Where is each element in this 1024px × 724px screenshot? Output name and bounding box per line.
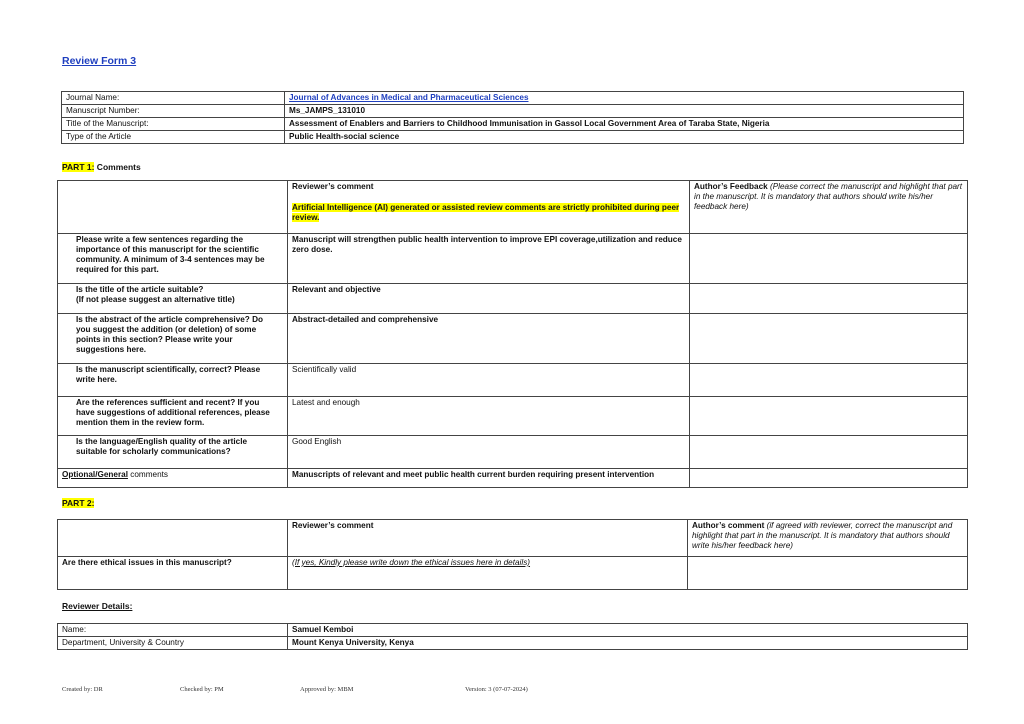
manuscript-title-row	[62, 118, 964, 131]
footer-version: Version: 3 (07-07-2024)	[465, 686, 528, 693]
answer-title[interactable]: Relevant and objective	[288, 284, 690, 314]
optional-comments-answer[interactable]: Manuscripts of relevant and meet public health current burden requiring present intervention	[288, 469, 690, 488]
author-feedback-instructions: (Please correct the manuscript and highlight that part in the manuscript. It is mandatory that authors should write his/her feedback here)	[694, 182, 963, 211]
table-row	[58, 234, 968, 284]
part2-reviewer-header: Reviewer’s comment	[288, 520, 688, 557]
ethics-answer[interactable]: (If yes, Kindly please write down the ethical issues here in details)	[288, 557, 688, 590]
table-row	[58, 364, 968, 397]
part1-label: PART 1:	[62, 162, 95, 172]
reviewer-dept-value: Mount Kenya University, Kenya	[288, 637, 968, 650]
part2-heading	[62, 498, 94, 508]
question-abstract: Is the abstract of the article comprehensive? Do you suggest the addition (or deletion) of some points in this section? Please write your suggestions here.	[58, 314, 288, 364]
optional-comments-suffix: comments	[127, 470, 169, 479]
question-scientific: Is the manuscript scientifically, correct? Please write here.	[58, 364, 288, 397]
part1-label-suffix: Comments	[94, 162, 141, 172]
table-row	[58, 436, 968, 469]
table-row	[58, 314, 968, 364]
author-feedback-cell[interactable]	[690, 314, 968, 364]
footer-checked: Checked by: PM	[180, 686, 224, 693]
reviewer-name-row	[58, 624, 968, 637]
question-importance: Please write a few sentences regarding the importance of this manuscript for the scientific community. A minimum of 3-4 sentences may be required for this part.	[58, 234, 288, 284]
article-type-value: Public Health-social science	[285, 131, 964, 144]
journal-name-link[interactable]: Journal of Advances in Medical and Pharmaceutical Sciences	[285, 92, 964, 105]
journal-name-label: Journal Name:	[62, 92, 285, 105]
part2-ethics-table	[57, 519, 968, 590]
optional-comments-label	[58, 469, 288, 488]
part2-empty-header	[58, 520, 288, 557]
author-feedback-cell[interactable]	[690, 234, 968, 284]
author-feedback-cell[interactable]	[690, 284, 968, 314]
question-references: Are the references sufficient and recent? If you have suggestions of additional references, please mention them in the review form.	[58, 397, 288, 436]
manuscript-number-label: Manuscript Number:	[62, 105, 285, 118]
part2-header-row	[58, 520, 968, 557]
answer-references[interactable]: Latest and enough	[288, 397, 690, 436]
answer-importance[interactable]: Manuscript will strengthen public health intervention to improve EPI coverage,utilization and reduce zero dose.	[288, 234, 690, 284]
ethics-row	[58, 557, 968, 590]
table-row	[58, 284, 968, 314]
ethics-question: Are there ethical issues in this manuscript?	[58, 557, 288, 590]
author-comment-cell[interactable]	[688, 557, 968, 590]
part1-reviewer-header	[288, 181, 690, 234]
reviewer-comment-header: Reviewer’s comment	[292, 182, 374, 191]
author-feedback-cell[interactable]	[690, 364, 968, 397]
ai-notice: Artificial Intelligence (AI) generated or assisted review comments are strictly prohibited during peer review.	[292, 203, 680, 222]
author-feedback-cell[interactable]	[690, 397, 968, 436]
part1-author-header	[690, 181, 968, 234]
optional-comments-row	[58, 469, 968, 488]
manuscript-number-value: Ms_JAMPS_131010	[285, 105, 964, 118]
answer-scientific[interactable]: Scientifically valid	[288, 364, 690, 397]
part1-empty-header	[58, 181, 288, 234]
author-comment-header: Author’s comment	[692, 521, 765, 530]
author-feedback-cell[interactable]	[690, 469, 968, 488]
reviewer-name-value: Samuel Kemboi	[288, 624, 968, 637]
journal-name-row	[62, 92, 964, 105]
reviewer-details-table	[57, 623, 968, 650]
manuscript-info-table	[61, 91, 964, 144]
part2-label: PART 2:	[62, 498, 95, 508]
author-comment-instructions: (if agreed with reviewer, correct the manuscript and highlight that part in the manuscript. It is mandatory that authors should write his/her feedback here)	[692, 521, 953, 550]
article-type-row	[62, 131, 964, 144]
reviewer-name-label: Name:	[58, 624, 288, 637]
author-feedback-header: Author’s Feedback	[694, 182, 768, 191]
part1-header-row	[58, 181, 968, 234]
article-type-label: Type of the Article	[62, 131, 285, 144]
form-title: Review Form 3	[62, 55, 137, 67]
author-feedback-cell[interactable]	[690, 436, 968, 469]
footer-created: Created by: DR	[62, 686, 103, 693]
reviewer-details-heading: Reviewer Details:	[62, 601, 133, 611]
manuscript-number-row	[62, 105, 964, 118]
table-row	[58, 397, 968, 436]
part1-comments-table	[57, 180, 968, 488]
manuscript-title-value: Assessment of Enablers and Barriers to Childhood Immunisation in Gassol Local Government Area of Taraba State, Nigeria	[285, 118, 964, 131]
question-language: Is the language/English quality of the article suitable for scholarly communications?	[58, 436, 288, 469]
part1-heading	[62, 162, 141, 172]
question-title: Is the title of the article suitable? (If not please suggest an alternative title)	[58, 284, 288, 314]
reviewer-dept-row	[58, 637, 968, 650]
answer-language[interactable]: Good English	[288, 436, 690, 469]
answer-abstract[interactable]: Abstract-detailed and comprehensive	[288, 314, 690, 364]
part2-author-header	[688, 520, 968, 557]
manuscript-title-label: Title of the Manuscript:	[62, 118, 285, 131]
footer-approved: Approved by: MBM	[300, 686, 354, 693]
reviewer-dept-label: Department, University & Country	[58, 637, 288, 650]
optional-general-label: Optional/General	[62, 470, 128, 479]
